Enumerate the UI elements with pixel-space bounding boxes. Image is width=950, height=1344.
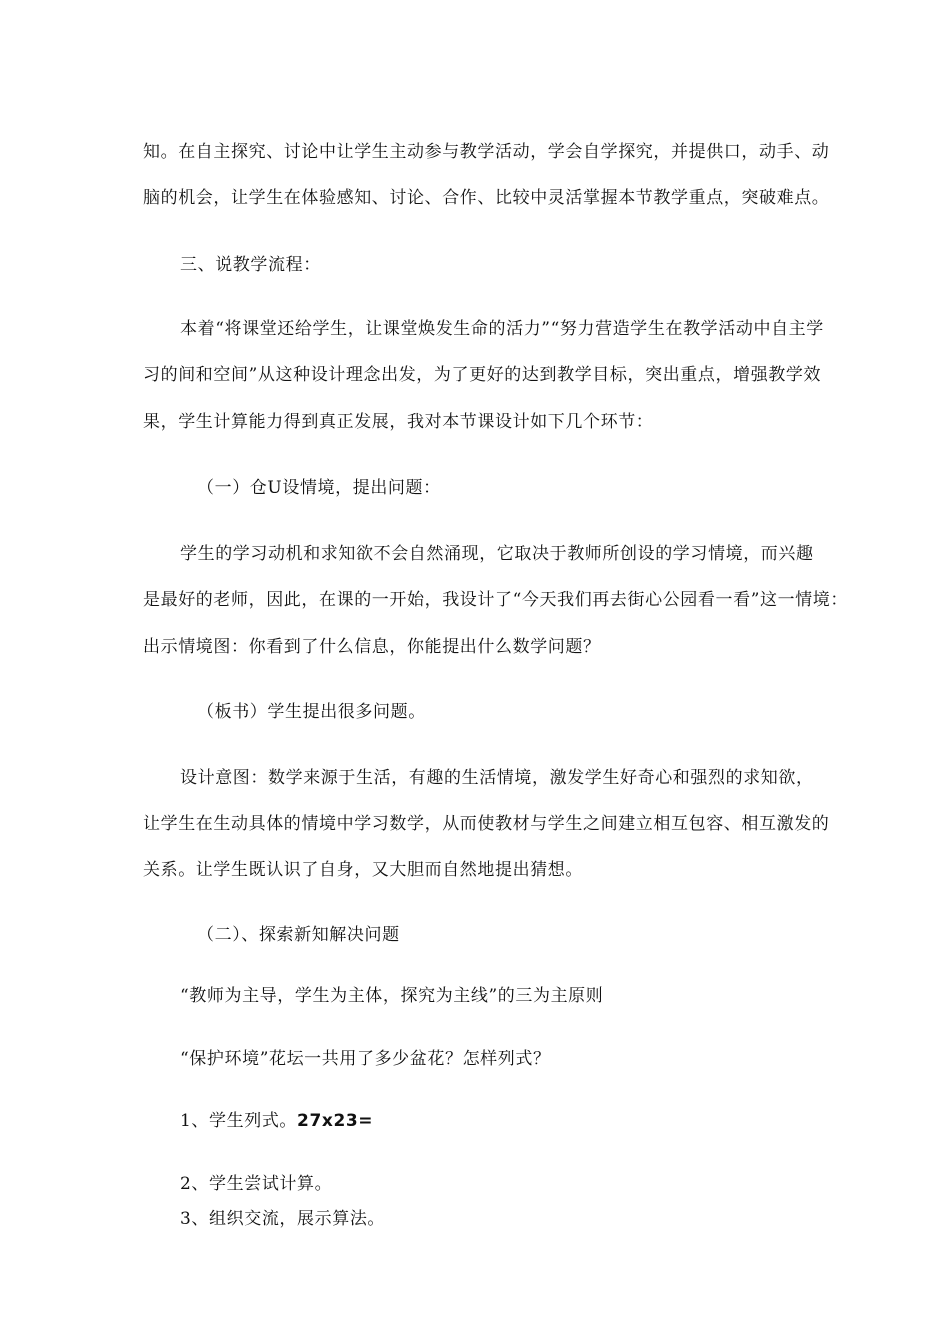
section-heading: 三、说教学流程：: [180, 255, 321, 275]
subsection-heading: （一）仓U设情境，提出问题：: [197, 478, 441, 498]
equation: 27x23=: [297, 1111, 374, 1131]
paragraph-line: 让学生在生动具体的情境中学习数学，从而使教材与学生之间建立相互包容、相互激发的: [143, 814, 830, 834]
paragraph-line: 设计意图：数学来源于生活，有趣的生活情境，激发学生好奇心和强烈的求知欲，: [180, 768, 814, 788]
list-item-text: 1、学生列式。: [180, 1111, 298, 1131]
paragraph-line: 出示情境图：你看到了什么信息，你能提出什么数学问题？: [143, 637, 601, 657]
paragraph-line: 学生的学习动机和求知欲不会自然涌现，它取决于教师所创设的学习情境，而兴趣: [180, 544, 814, 564]
list-item: 3、组织交流，展示算法。: [180, 1209, 386, 1229]
paragraph-line: 本着“将课堂还给学生，让课堂焕发生命的活力”“努力营造学生在教学活动中自主学: [180, 319, 824, 339]
paragraph-line: 知。在自主探究、讨论中让学生主动参与教学活动，学会自学探究，并提供口，动手、动: [143, 142, 830, 162]
paragraph-line: “保护环境”花坛一共用了多少盆花？怎样列式？: [180, 1049, 551, 1069]
paragraph-line: 果，学生计算能力得到真正发展，我对本节课设计如下几个环节：: [143, 412, 654, 432]
paragraph-line: “教师为主导，学生为主体，探究为主线”的三为主原则: [180, 986, 604, 1006]
list-item: 2、学生尝试计算。: [180, 1174, 333, 1194]
paragraph-line: 习的间和空间”从这种设计理念出发，为了更好的达到教学目标，突出重点，增强教学效: [143, 365, 822, 385]
paragraph-line: 关系。让学生既认识了自身，又大胆而自然地提出猜想。: [143, 860, 583, 880]
list-item: [180, 1109, 373, 1133]
subsection-heading: （二）、探索新知解决问题: [197, 925, 400, 945]
paragraph-line: 脑的机会，让学生在体验感知、讨论、合作、比较中灵活掌握本节教学重点，突破难点。: [143, 188, 830, 208]
paragraph-line: 是最好的老师，因此，在课的一开始，我设计了“今天我们再去街心公园看一看”这一情境：: [143, 590, 848, 610]
paragraph-line: （板书）学生提出很多问题。: [197, 702, 426, 722]
